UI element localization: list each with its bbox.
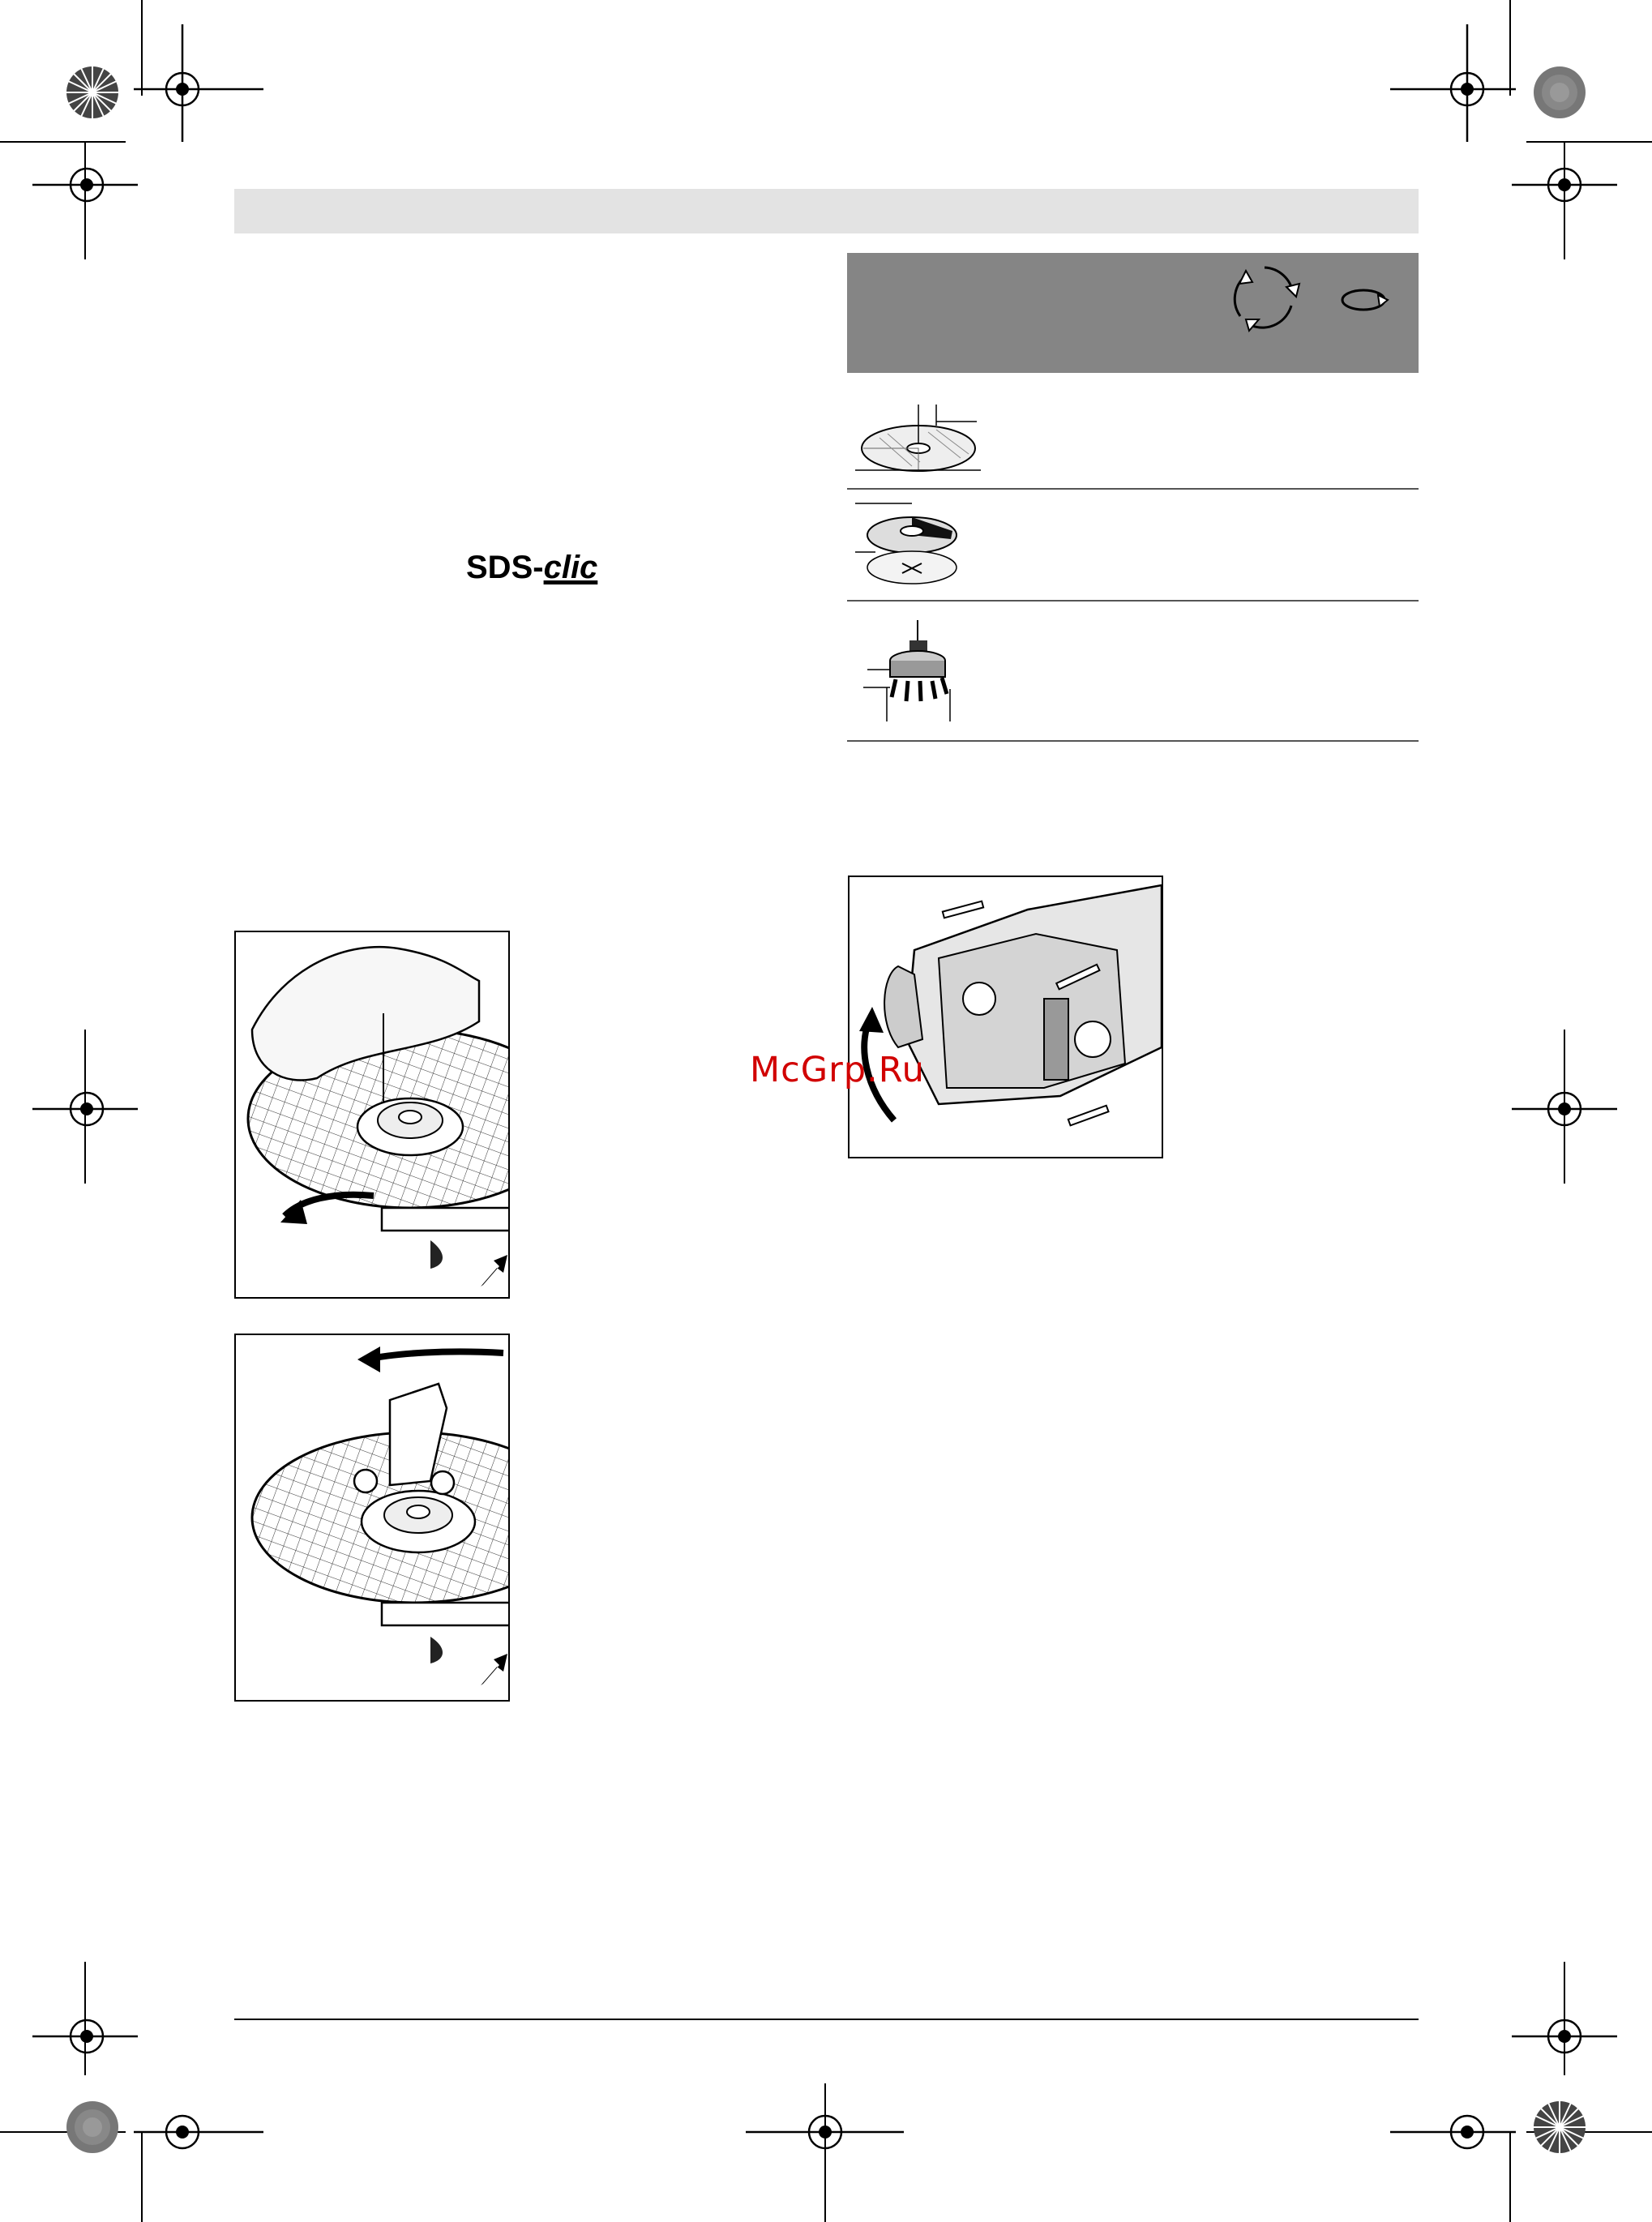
color-calibration-disc-icon: [65, 65, 120, 120]
figure-gear-head-rotation: [848, 876, 1163, 1158]
sds-clic-logo: [466, 550, 597, 586]
grinding-disc-icon: [855, 401, 985, 482]
color-calibration-disc-icon: [1532, 2100, 1587, 2155]
flap-disc-icon: [855, 499, 961, 588]
sds-logo-prefix: SDS-: [466, 550, 544, 585]
color-calibration-disc-icon: [1532, 65, 1587, 120]
grinder-disc-hand-illustration: [236, 932, 508, 1297]
grinder-disc-wrench-illustration: [236, 1335, 508, 1700]
watermark: McGrp.Ru: [750, 1050, 925, 1090]
table-row-divider: [847, 488, 1419, 490]
table-row-divider: [847, 600, 1419, 602]
rotation-direction-icon: [1337, 279, 1394, 319]
rotate-arrows-icon: [1228, 261, 1301, 334]
figure-quick-nut-hand: [234, 931, 510, 1299]
gear-head-illustration: [850, 877, 1162, 1157]
cup-brush-icon: [859, 616, 957, 726]
figure-two-pin-spanner: [234, 1334, 510, 1702]
sds-logo-suffix: clic: [543, 550, 598, 585]
footer-rule: [234, 2019, 1419, 2020]
table-header: [847, 253, 1419, 373]
page-header-bar: [234, 189, 1419, 233]
table-row-divider: [847, 740, 1419, 742]
color-calibration-disc-icon: [65, 2100, 120, 2155]
